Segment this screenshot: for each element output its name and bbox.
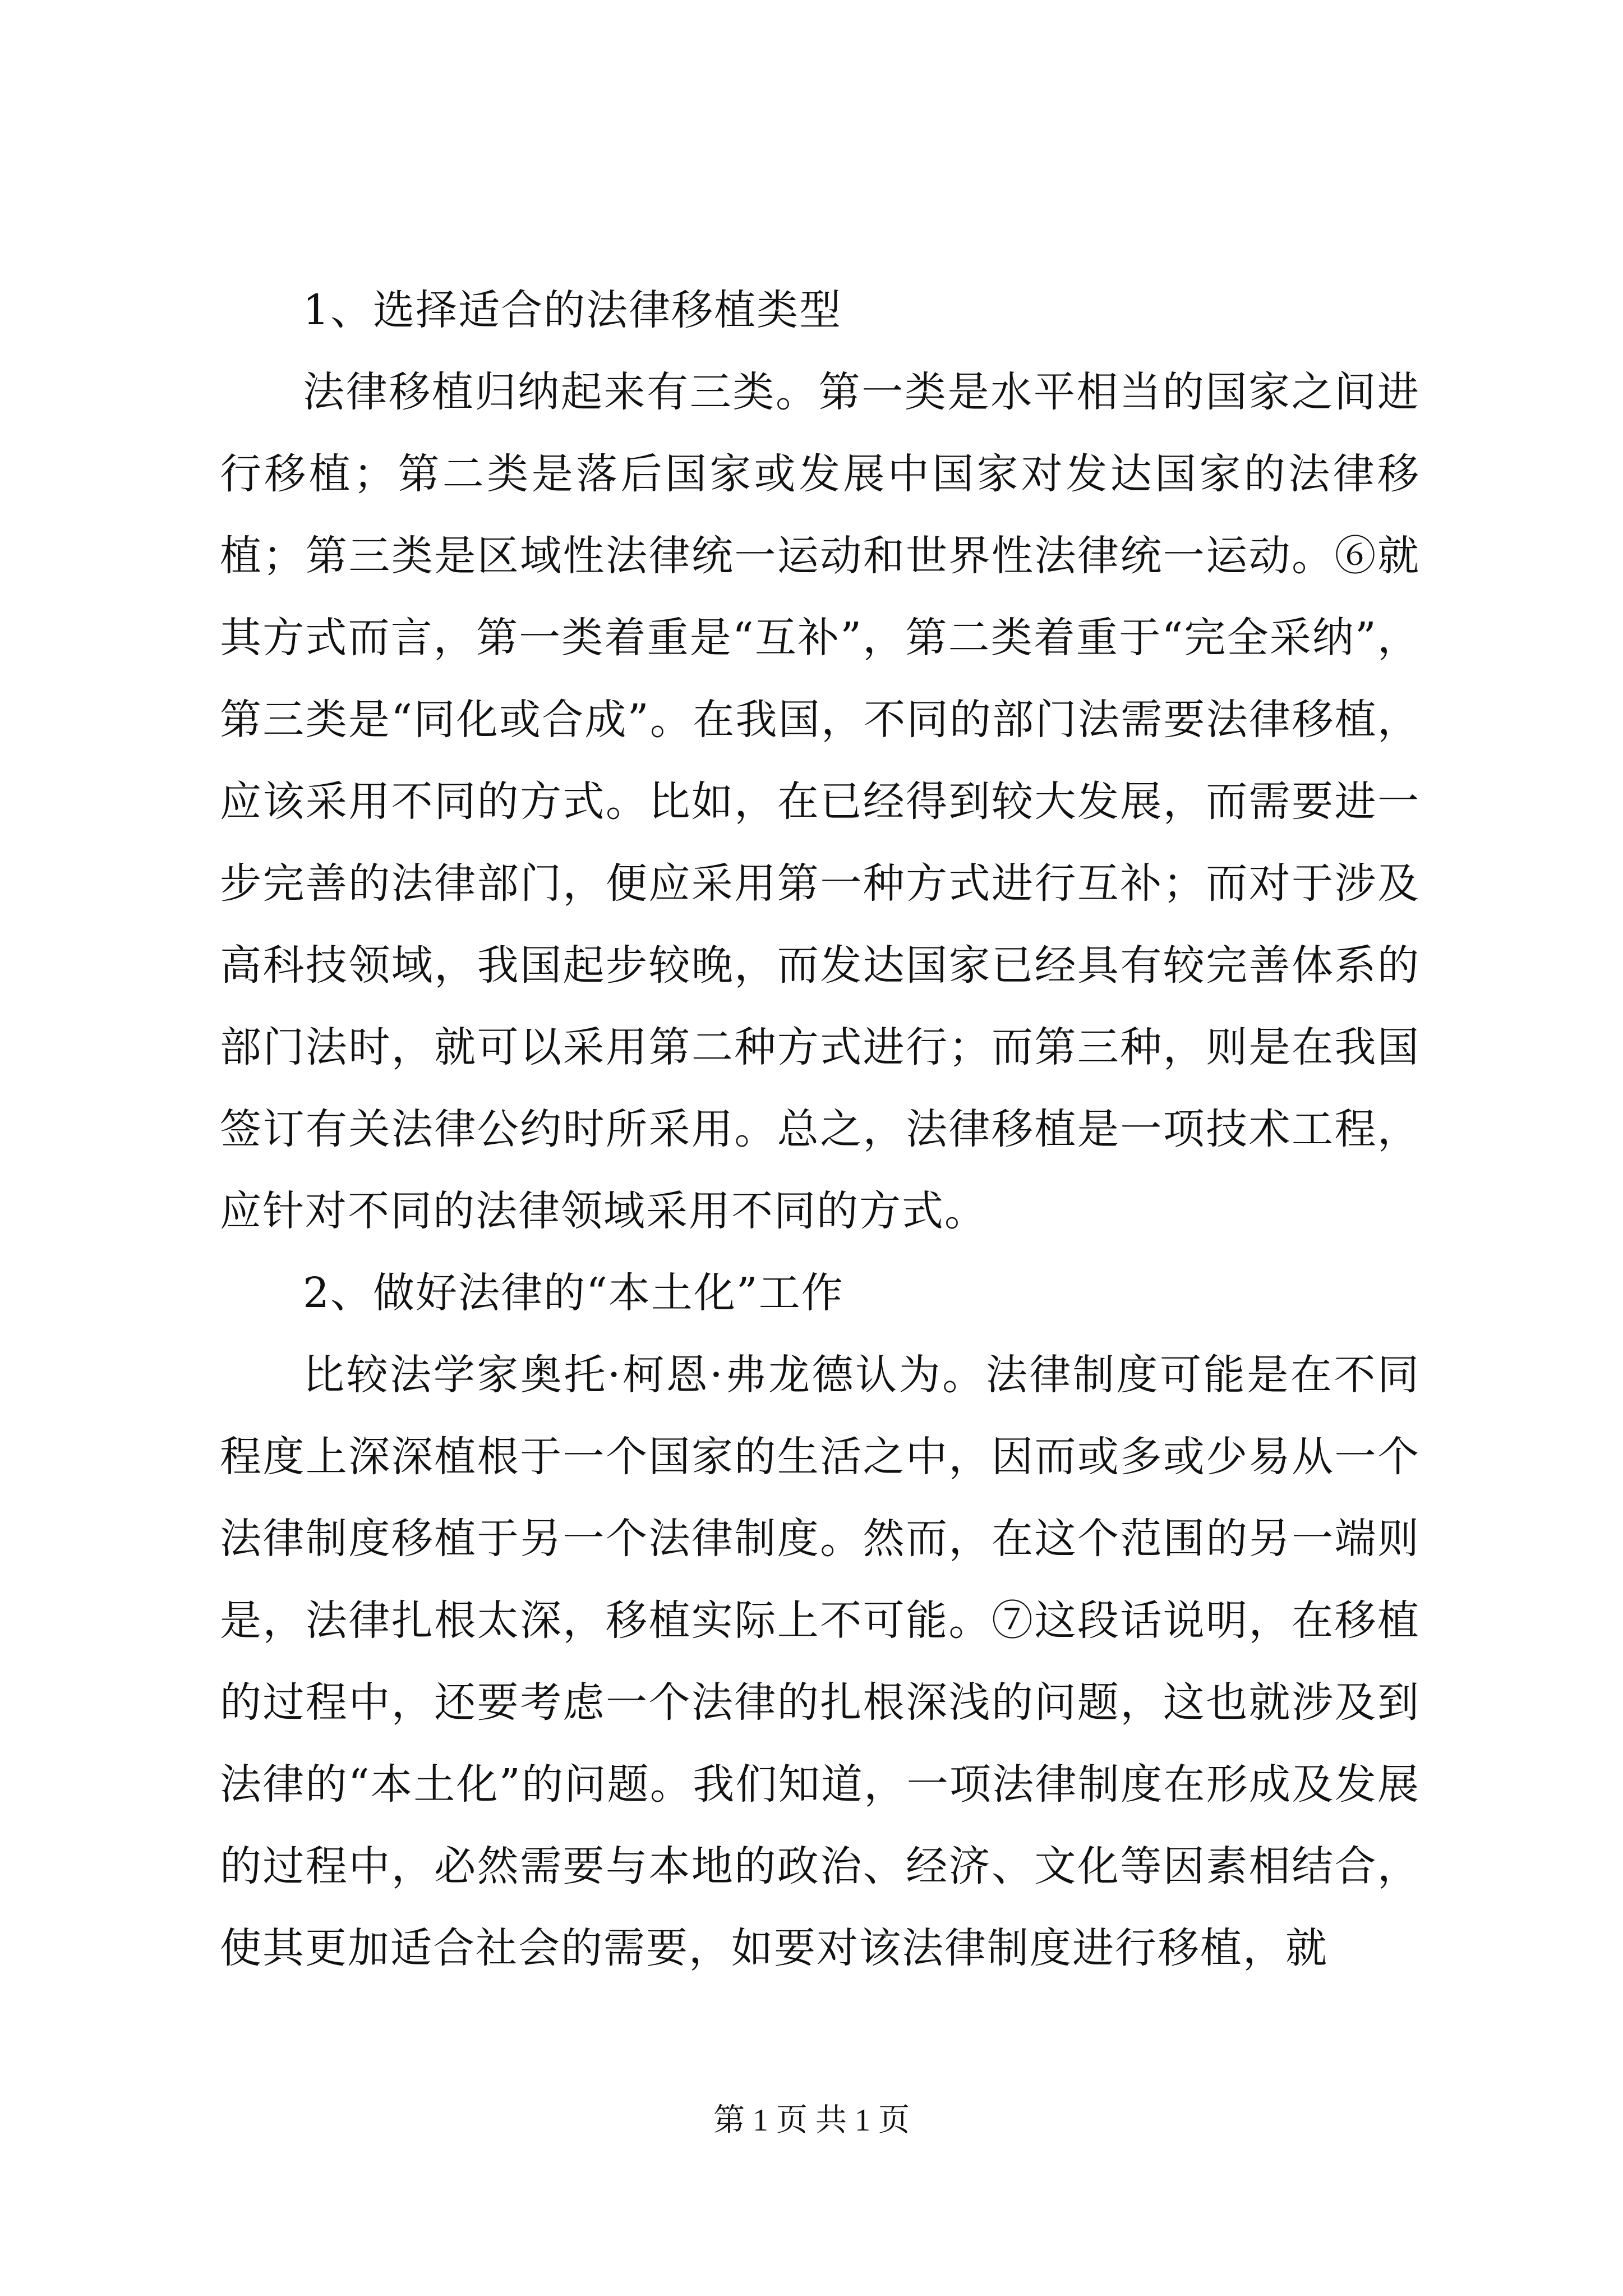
section-heading-2: 2、做好法律的“本土化”工作: [303, 1269, 844, 1317]
page-footer: 第 1 页 共 1 页: [713, 2103, 910, 2138]
section-paragraph-2: 比较法学家奥托·柯恩·弗龙德认为。法律制度可能是在不同程度上深深植根于一个国家的生活之中，因而或多或少易从一个法律制度移植于另一个法律制度。然而，在这个范围的另一端则是，法律扎根太深，移植实际上不可能。⑦这段话说明，在移植的过程中，还要考虑一个法律的扎根深浅的问题，这也就涉及到法律的“本土化”的问题。我们知道，一项法律制度在形成及发展的过程中，必然需要与本地的政治、经济、文化等因素相结合，使其更加适合社会的需要，如要对该法律制度进行移植，就: [220, 1351, 1420, 1972]
section-heading-1: 1、选择适合的法律移植类型: [303, 286, 842, 334]
section-paragraph-1: 法律移植归纳起来有三类。第一类是水平相当的国家之间进行移植；第二类是落后国家或发展中国家对发达国家的法律移植；第三类是区域性法律统一运动和世界性法律统一运动。⑥就其方式而言，第一类着重是“互补”，第二类着重于“完全采纳”，第三类是“同化或合成”。在我国，不同的部门法需要法律移植，应该采用不同的方式。比如，在已经得到较大发展，而需要进一步完善的法律部门，便应采用第一种方式进行互补；而对于涉及高科技领域，我国起步较晚，而发达国家已经具有较完善体系的部门法时，就可以采用第二种方式进行；而第三种，则是在我国签订有关法律公约时所采用。总之，法律移植是一项技术工程，应针对不同的法律领域采用不同的方式。: [220, 368, 1420, 1235]
document-body: [220, 269, 1420, 1989]
